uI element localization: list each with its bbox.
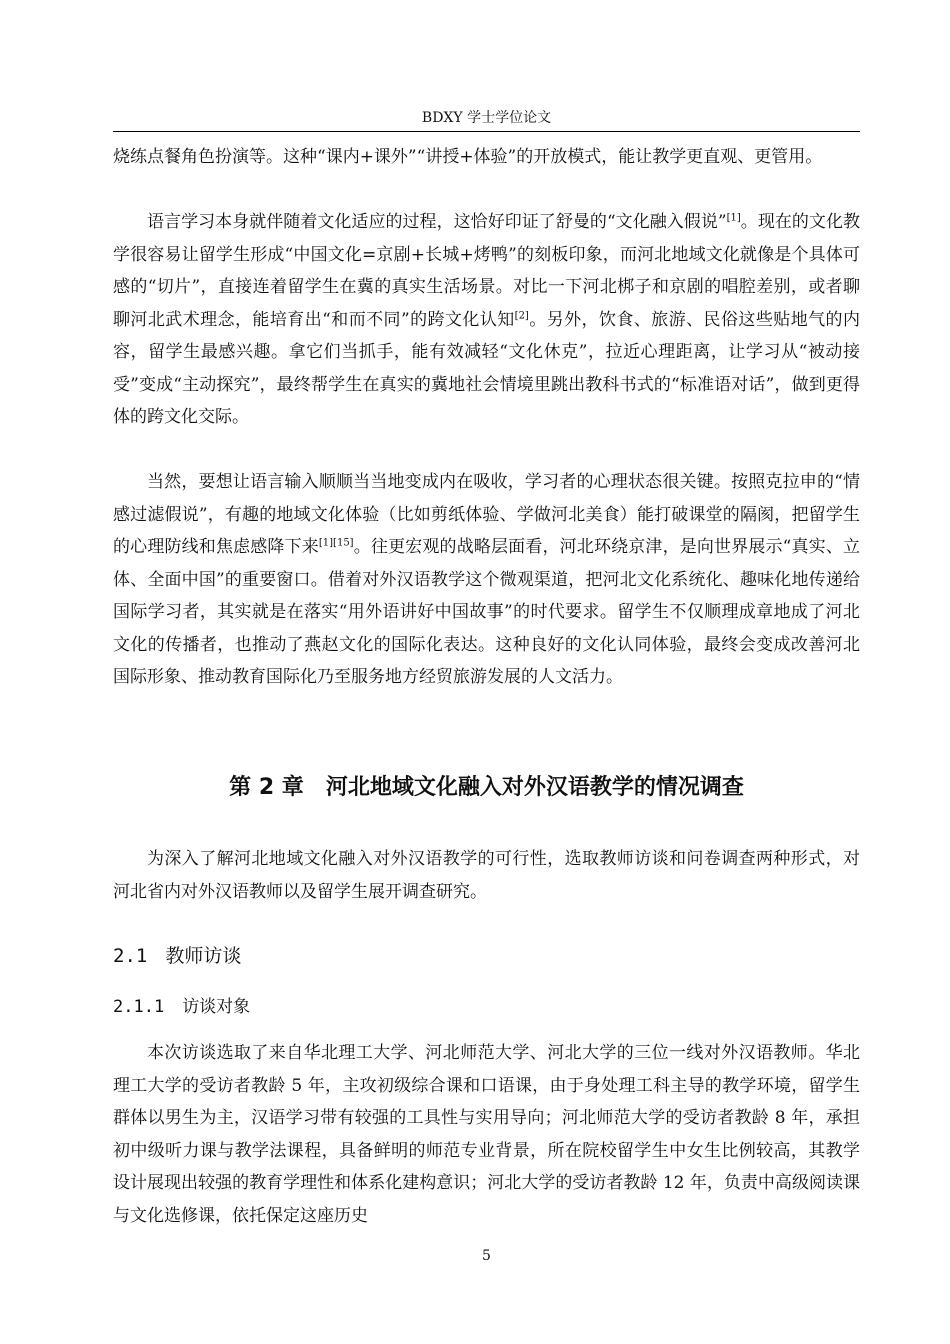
paragraph-text: 语言学习本身就伴随着文化适应的过程，这恰好印证了舒曼的“文化融入假说” — [147, 212, 727, 232]
page-number: 5 — [482, 1248, 491, 1264]
paragraph-continued — [113, 141, 860, 174]
citation-link[interactable]: [2] — [514, 309, 529, 321]
subsection-number: 2.1.1 — [113, 997, 165, 1017]
section-title: 教师访谈 — [165, 945, 242, 967]
paragraph-text: 。另外，饮食、旅游、民俗这些贴地气的内容，留学生最感兴趣。拿它们当抓手，能有效减轻“文化休克”，拉近心理距离，让学习从“被动接受”变成“主动探究”，最终帮学生在真实的冀地社会情境里跳出教科书式的“标准语对话”，做到更得体的跨文化交际。 — [113, 309, 860, 427]
paragraph-text: 烧练点餐角色扮演等。这种“课内+课外”“讲授+体验”的开放模式，能让教学更直观、更管用。 — [113, 147, 823, 167]
section-number: 2.1 — [113, 945, 148, 967]
subsection-title: 访谈对象 — [182, 997, 251, 1017]
subsection-heading — [113, 994, 250, 1020]
paragraph-text: 当然，要想让语言输入顺顺当当地变成内在吸收，学习者的心理状态很关键。按照克拉申的“情感过滤假说”，有趣的地域文化体验（比如剪纸体验、学做河北美食）能打破课堂的隔阂，把留学生的心理防线和焦虑感降下来 — [113, 472, 860, 557]
chapter-intro-paragraph — [113, 843, 860, 908]
header-rule — [113, 131, 860, 132]
paragraph-affective-filter — [113, 466, 860, 694]
paragraph-interviewees — [113, 1037, 860, 1232]
section-heading — [113, 942, 241, 970]
running-header: BDXY 学士学位论文 — [421, 110, 552, 126]
paragraph-text: 。现在的文化教学很容易让留学生形成“中国文化=京剧+长城+烤鸭”的刻板印象，而河北地域文化就像是个具体可感的“切片”，直接连着留学生在冀的真实生活场景。对比一下河北梆子和京剧的唱腔差别，或者聊聊河北武术理念，能培育出“和而不同”的跨文化认知 — [113, 212, 860, 330]
paragraph-text: 为深入了解河北地域文化融入对外汉语教学的可行性，选取教师访谈和问卷调查两种形式，对河北省内对外汉语教师以及留学生展开调查研究。 — [113, 849, 860, 902]
chapter-heading — [113, 773, 860, 803]
citation-link[interactable]: [1][15] — [318, 537, 354, 549]
chapter-title: 河北地域文化融入对外汉语教学的情况调查 — [325, 775, 744, 800]
paragraph-text: 本次访谈选取了来自华北理工大学、河北师范大学、河北大学的三位一线对外汉语教师。华北理工大学的受访者教龄 5 年，主攻初级综合课和口语课，由于身处理工科主导的教学环境，留学生群体以男生为主，汉语学习带有较强的工具性与实用导向；河北师范大学的受访者教龄 8 年，承担初中级听力课与教学法课程，具备鲜明的师范专业背景，所在院校留学生中女生比例较高，其教学设计展现出较强的教育学理性和体系化建构意识；河北大学的受访者教龄 12 年，负责中高级阅读课与文化选修课，依托保定这座历史 — [113, 1043, 860, 1226]
paragraph-cultural-assimilation — [113, 206, 860, 434]
citation-link[interactable]: [1] — [726, 212, 741, 224]
paragraph-text: 。往更宏观的战略层面看，河北环绕京津，是向世界展示“真实、立体、全面中国”的重要窗口。借着对外汉语教学这个微观渠道，把河北文化系统化、趣味化地传递给国际学习者，其实就是在落实“用外语讲好中国故事”的时代要求。留学生不仅顺理成章地成了河北文化的传播者，也推动了燕赵文化的国际化表达。这种良好的文化认同体验，最终会变成改善河北国际形象、推动教育国际化乃至服务地方经贸旅游发展的人文活力。 — [113, 537, 860, 687]
chapter-number: 第 2 章 — [229, 775, 304, 800]
